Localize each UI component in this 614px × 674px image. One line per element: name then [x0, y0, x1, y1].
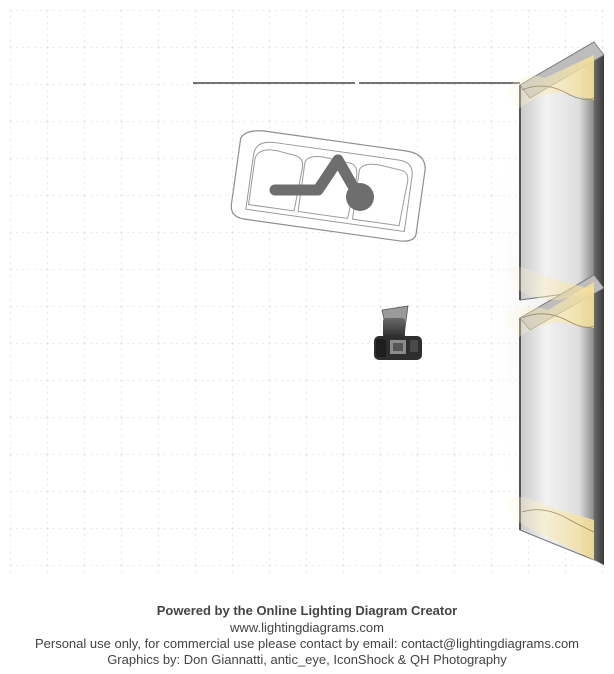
credit-website[interactable]: www.lightingdiagrams.com: [230, 620, 384, 635]
credit-graphics: Graphics by: Don Giannatti, antic_eye, IconShock & QH Photography: [107, 652, 507, 667]
credit-title: Powered by the Online Lighting Diagram Creator: [156, 603, 458, 618]
credit-usage-notice: Personal use only, for commercial use please contact by email: contact@lightingdiagrams.com: [34, 636, 580, 651]
